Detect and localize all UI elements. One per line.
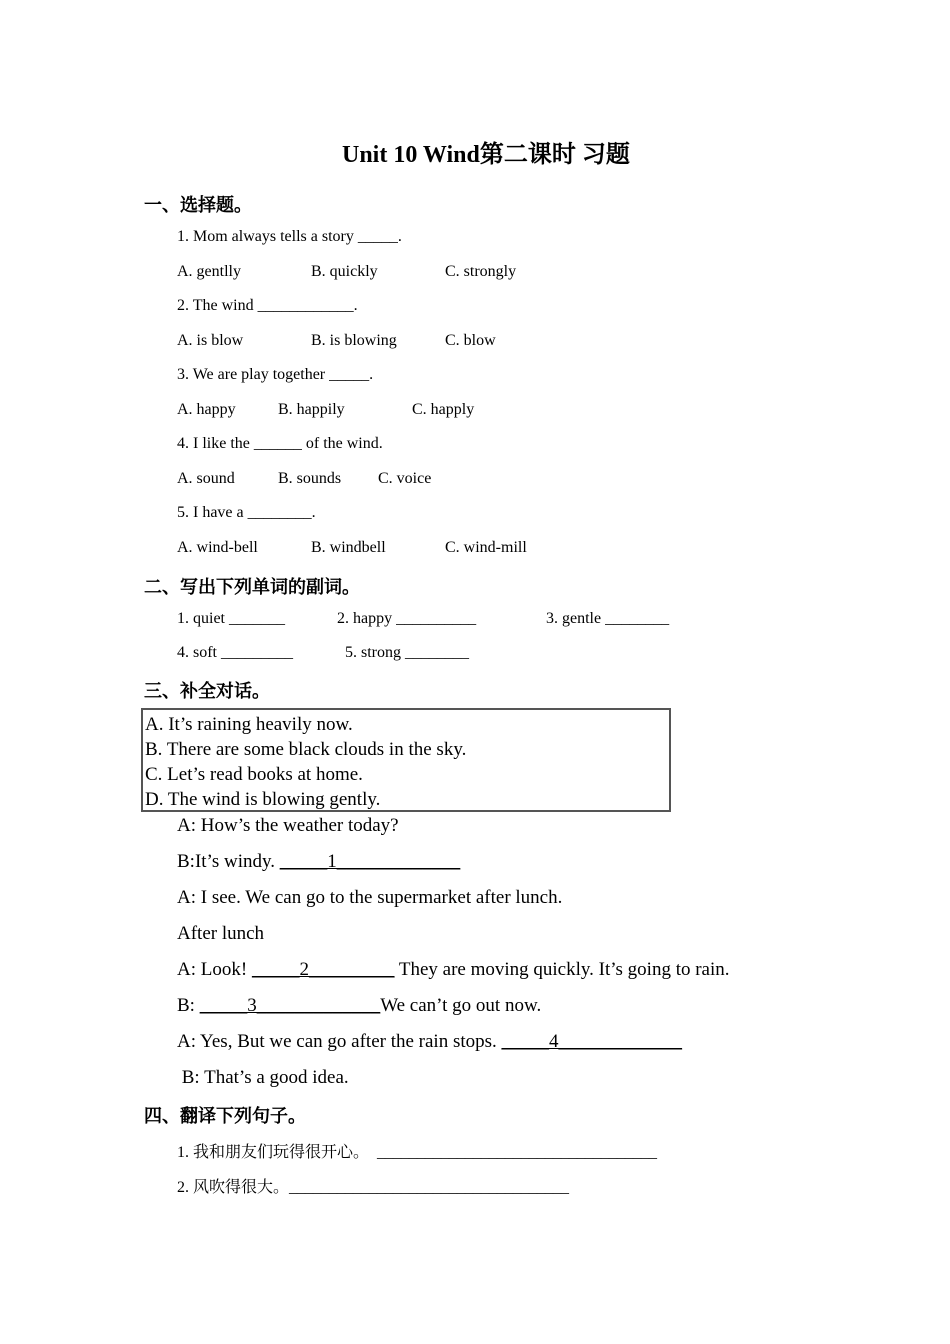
q5-option-b: B. windbell	[311, 539, 386, 556]
translation-item-2: 2. 风吹得很大。___________________________________	[177, 1179, 570, 1196]
adverb-item-1: 1. quiet _______	[177, 610, 285, 627]
q1-option-b: B. quickly	[311, 263, 378, 280]
choice-box	[141, 708, 671, 812]
adverb-item-4: 4. soft _________	[177, 644, 293, 661]
section4-heading: 四、翻译下列句子。	[144, 1106, 306, 1127]
page-title: Unit 10 Wind第二课时 习题	[342, 142, 630, 168]
dialogue-line-5-text-b: They are moving quickly. It’s going to rain.	[394, 959, 730, 980]
dialogue-line-7	[177, 1031, 682, 1053]
q3-option-c: C. happly	[412, 401, 475, 418]
adverb-item-2: 2. happy __________	[337, 610, 477, 627]
dialogue-line-6-text-b: We can’t go out now.	[380, 995, 542, 1016]
section1-heading: 一、选择题。	[144, 195, 252, 216]
section3-heading: 三、补全对话。	[144, 681, 270, 702]
q2-option-b: B. is blowing	[311, 332, 397, 349]
question-5: 5. I have a ________.	[177, 504, 316, 521]
q3-option-b: B. happily	[278, 401, 345, 418]
q2-option-c: C. blow	[445, 332, 496, 349]
question-4: 4. I like the ______ of the wind.	[177, 435, 383, 452]
dialogue-line-2	[177, 851, 460, 873]
question-1: 1. Mom always tells a story _____.	[177, 228, 402, 245]
dialogue-line-7-text: A: Yes, But we can go after the rain stops.	[177, 1031, 502, 1052]
dialogue-line-6	[177, 995, 541, 1017]
q3-option-a: A. happy	[177, 401, 236, 418]
dialogue-line-1: A: How’s the weather today?	[177, 815, 399, 836]
dialogue-line-6-text-a: B:	[177, 995, 200, 1016]
question-2: 2. The wind ____________.	[177, 297, 358, 314]
adverb-item-5: 5. strong ________	[345, 644, 469, 661]
q5-option-c: C. wind-mill	[445, 539, 527, 556]
blank-1: _____1_____________	[279, 851, 461, 872]
q2-option-a: A. is blow	[177, 332, 244, 349]
dialogue-line-2-text: B:It’s windy.	[177, 851, 280, 872]
choice-b: B. There are some black clouds in the sky.	[145, 739, 467, 760]
q1-option-a: A. gentlly	[177, 263, 241, 280]
dialogue-line-4: After lunch	[177, 923, 265, 944]
question-3: 3. We are play together _____.	[177, 366, 374, 383]
choice-d: D. The wind is blowing gently.	[145, 789, 381, 810]
blank-3: _____3_____________	[199, 995, 381, 1016]
q4-option-b: B. sounds	[278, 470, 342, 487]
blank-4: _____4_____________	[501, 1031, 683, 1052]
choice-c: C. Let’s read books at home.	[145, 764, 363, 785]
section2-heading: 二、写出下列单词的副词。	[144, 577, 360, 598]
q4-option-a: A. sound	[177, 470, 235, 487]
q1-option-c: C. strongly	[445, 263, 517, 280]
adverb-item-3: 3. gentle ________	[546, 610, 670, 627]
dialogue-line-3: A: I see. We can go to the supermarket after lunch.	[177, 887, 563, 908]
dialogue-line-8: B: That’s a good idea.	[177, 1067, 349, 1088]
blank-2: _____2_________	[251, 959, 395, 980]
dialogue-line-5-text-a: A: Look!	[177, 959, 252, 980]
dialogue-line-5	[177, 959, 730, 981]
translation-item-1: 1. 我和朋友们玩得很开心。 ___________________________________	[177, 1144, 658, 1161]
q5-option-a: A. wind-bell	[177, 539, 258, 556]
q4-option-c: C. voice	[378, 470, 432, 487]
choice-a: A. It’s raining heavily now.	[145, 714, 353, 735]
